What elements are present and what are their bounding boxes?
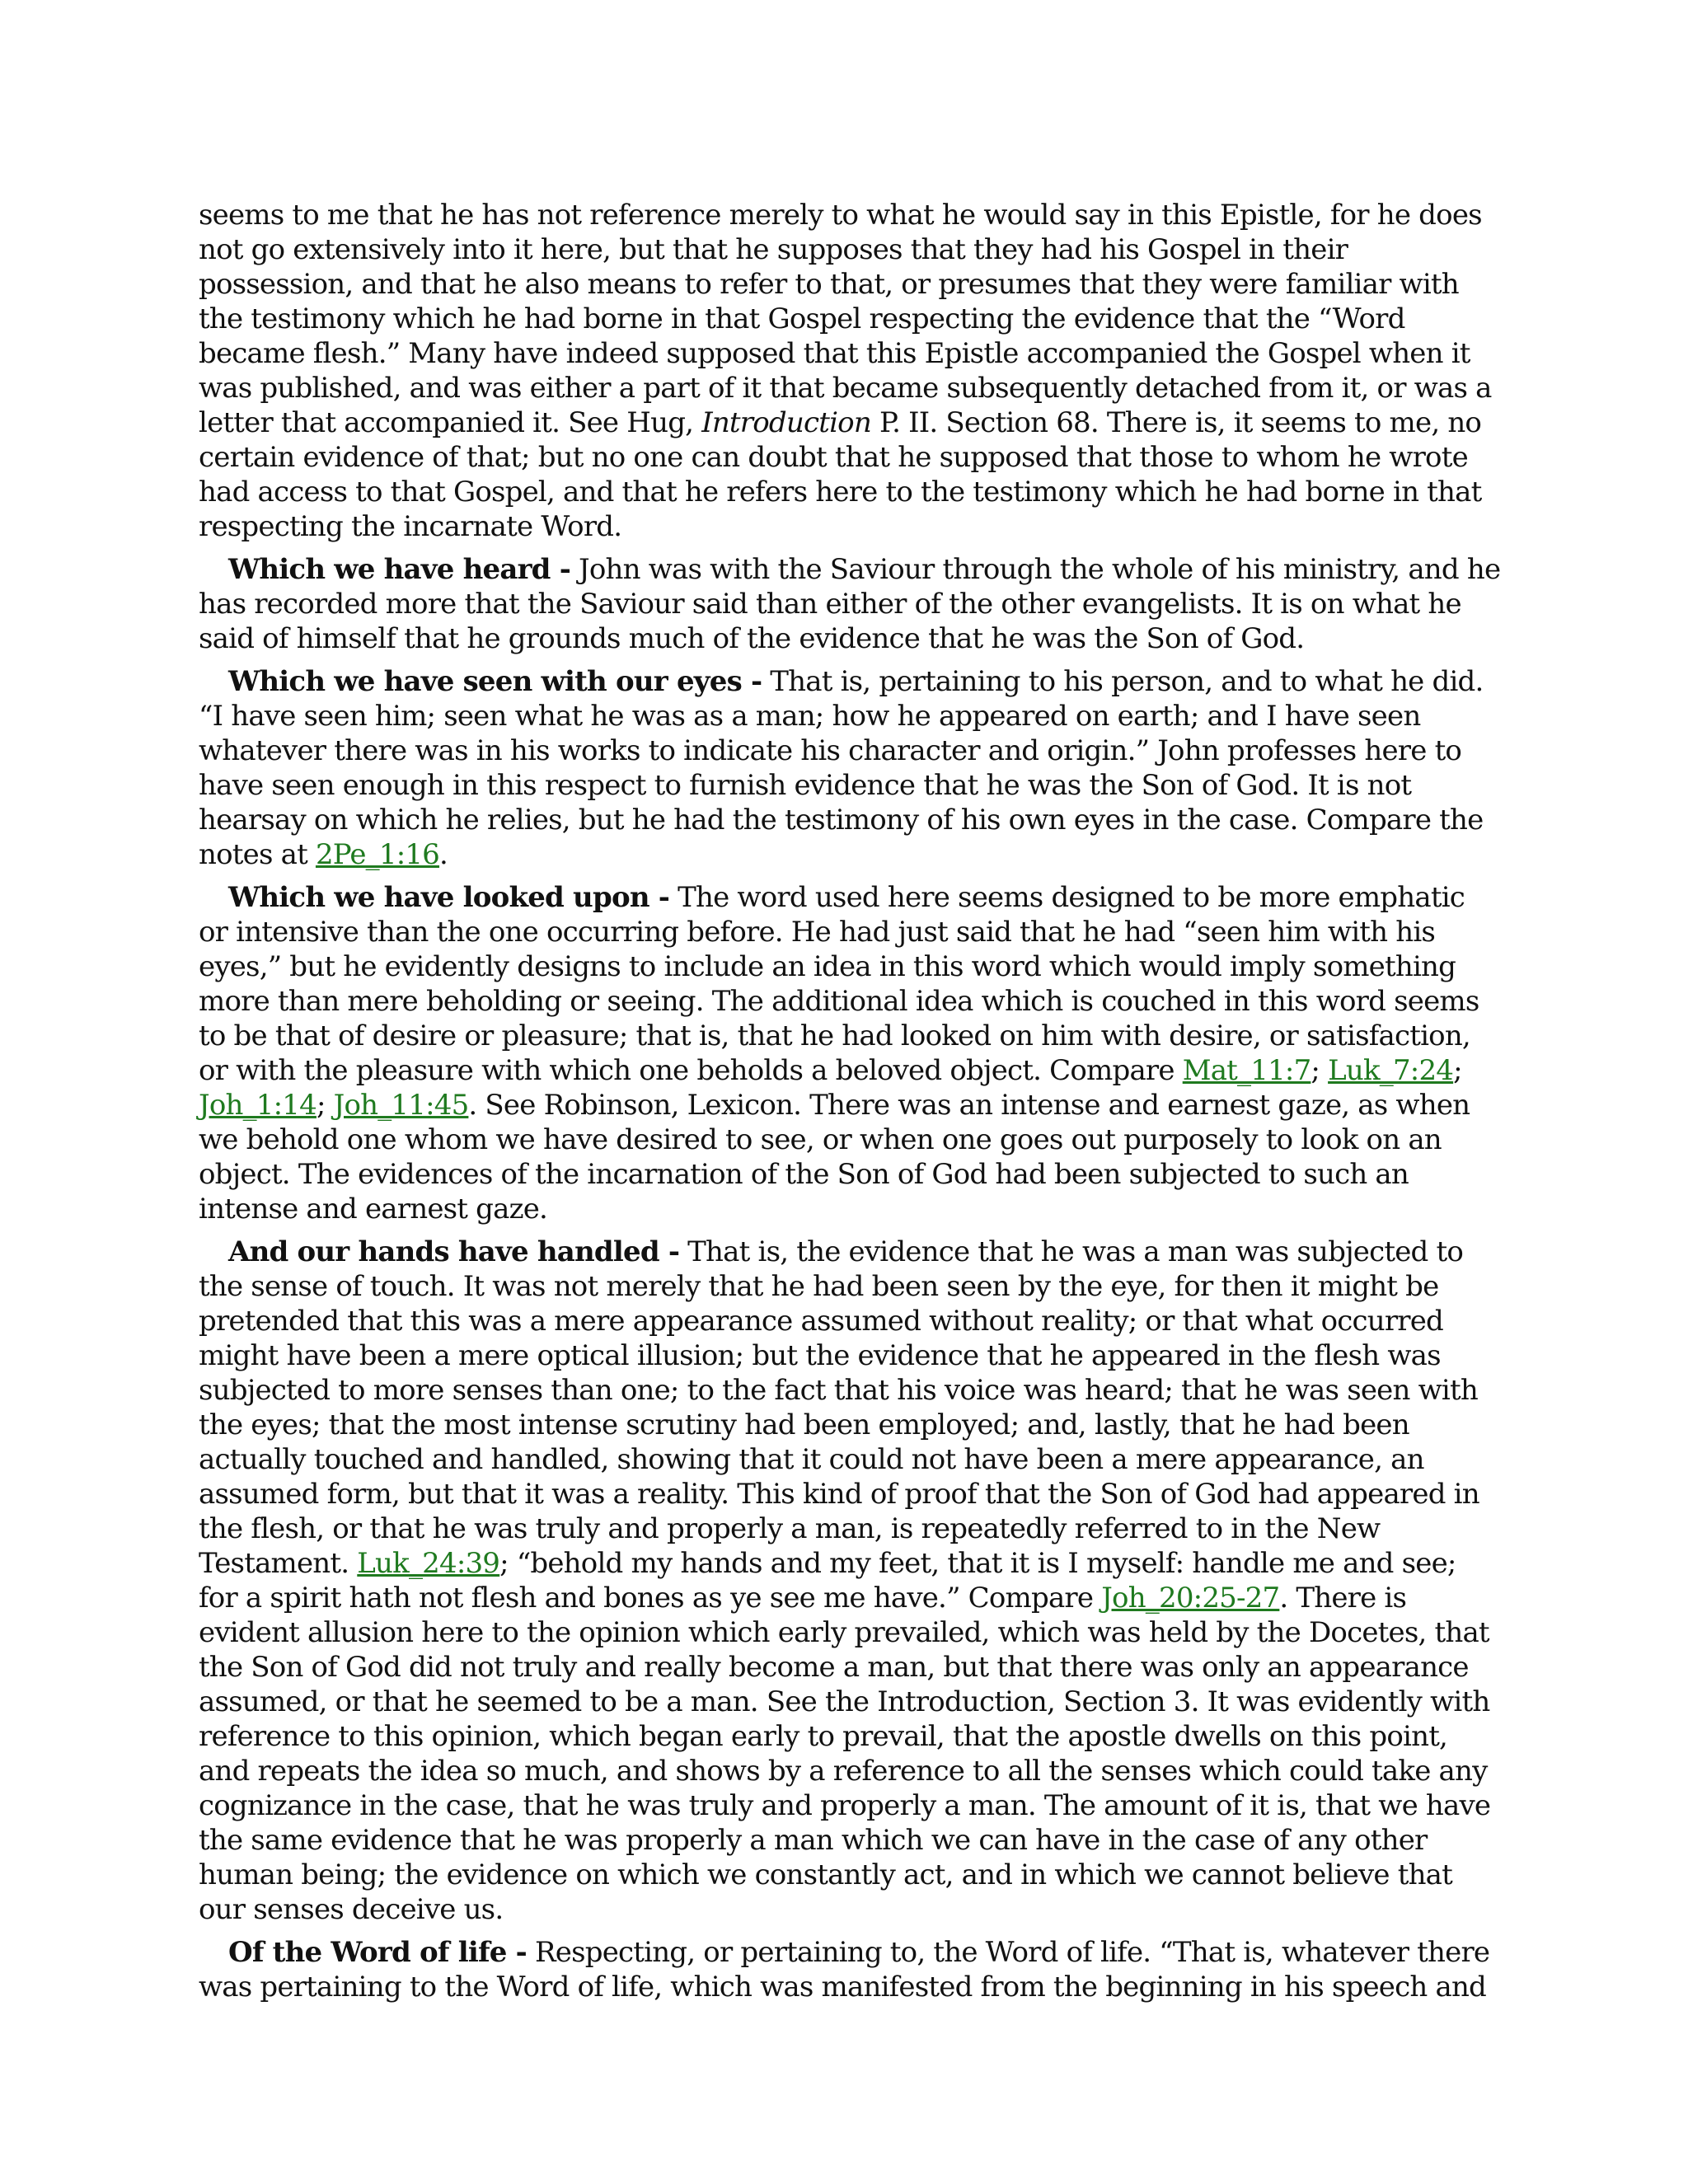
paragraph-continuation <box>199 198 1501 544</box>
scripture-link[interactable]: Luk_7:24 <box>1328 1054 1454 1087</box>
paragraph-text: ; “behold my hands and my feet, that it is I myself: handle me and see; for a spirit hath not flesh and bones as ye see me have.” Compare <box>199 1547 1456 1615</box>
paragraph-text: John was with the Saviour through the whole of his ministry, and he has recorded more that the Saviour said than either of the other evangelists. It is on what he said of himself that he grounds much of the evidence that he was the Son of God. <box>199 553 1501 655</box>
paragraph-text: P. II. Section 68. There is, it seems to me, no certain evidence of that; but no one can doubt that he supposed that those to whom he wrote had access to that Gospel, and that he refers here to the testimony which he had borne in that respecting the incarnate Word. <box>199 406 1482 543</box>
paragraph-looked-upon <box>199 880 1501 1226</box>
scripture-link[interactable]: Joh_20:25-27 <box>1101 1582 1280 1615</box>
scripture-link[interactable]: Luk_24:39 <box>357 1547 500 1580</box>
book-title: Introduction <box>701 406 871 439</box>
entry-heading: Which we have heard - <box>228 553 571 586</box>
document-page <box>199 198 1501 2013</box>
paragraph-which-we-have-heard <box>199 552 1501 656</box>
paragraph-text: . There is evident allusion here to the opinion which early prevailed, which was held by the Docetes, that the Son of God did not truly and really become a man, but that there was only an appearance assumed, or that he seemed to be a man. See the Introduction, Section 3. It was evidently with reference to this opinion, which began early to prevail, that the apostle dwells on this point, and repeats the idea so much, and shows by a reference to all the senses which could take any cognizance in the case, that he was truly and properly a man. The amount of it is, that we have the same evidence that he was properly a man which we can have in the case of any other human being; the evidence on which we constantly act, and in which we cannot believe that our senses deceive us. <box>199 1582 1491 1926</box>
punctuation: ; <box>1311 1054 1329 1087</box>
paragraph-text: Respecting, or pertaining to, the Word of life. “That is, whatever there was pertaining to the Word of life, which was manifested from the beginning in his speech and <box>199 1936 1490 2004</box>
paragraph-word-of-life <box>199 1935 1501 2004</box>
entry-heading: Which we have seen with our eyes - <box>228 665 762 698</box>
entry-heading: And our hands have handled - <box>228 1235 680 1268</box>
paragraph-text: That is, pertaining to his person, and to what he did. “I have seen him; seen what he was as a man; how he appeared on earth; and I have seen whatever there was in his works to indicate his character and origin.” John professes here to have seen enough in this respect to furnish evidence that he was the Son of God. It is not hearsay on which he relies, but he had the testimony of his own eyes in the case. Compare the notes at <box>199 665 1484 871</box>
scripture-link[interactable]: 2Pe_1:16 <box>315 838 440 871</box>
paragraph-text: seems to me that he has not reference merely to what he would say in this Epistle, for he does not go extensively into it here, but that he supposes that they had his Gospel in their possession, and that he also means to refer to that, or presumes that they were familiar with the testimony which he had borne in that Gospel respecting the evidence that the “Word became flesh.” Many have indeed supposed that this Epistle accompanied the Gospel when it was published, and was either a part of it that became subsequently detached from it, or was a letter that accompanied it. See Hug, <box>199 199 1492 439</box>
paragraph-seen-with-eyes <box>199 664 1501 872</box>
entry-heading: Which we have looked upon - <box>228 881 670 914</box>
paragraph-hands-handled <box>199 1235 1501 1927</box>
punctuation: ; <box>316 1089 334 1122</box>
paragraph-text: That is, the evidence that he was a man was subjected to the sense of touch. It was not merely that he had been seen by the eye, for then it might be pretended that this was a mere appearance assumed without reality; or that what occurred might have been a mere optical illusion; but the evidence that he appeared in the flesh was subjected to more senses than one; to the fact that his voice was heard; that he was seen with the eyes; that the most intense scrutiny had been employed; and, lastly, that he had been actually touched and handled, showing that it could not have been a mere appearance, an assumed form, but that it was a reality. This kind of proof that the Son of God had appeared in the flesh, or that he was truly and properly a man, is repeatedly referred to in the New Testament. <box>199 1235 1479 1580</box>
scripture-link[interactable]: Joh_11:45 <box>333 1089 469 1122</box>
paragraph-text: . See Robinson, Lexicon. There was an intense and earnest gaze, as when we behold one whom we have desired to see, or when one goes out purposely to look on an object. The evidences of the incarnation of the Son of God had been subjected to such an intense and earnest gaze. <box>199 1089 1470 1226</box>
entry-heading: Of the Word of life - <box>228 1936 527 1969</box>
scripture-link[interactable]: Mat_11:7 <box>1182 1054 1311 1087</box>
scripture-link[interactable]: Joh_1:14 <box>199 1089 316 1122</box>
paragraph-text: The word used here seems designed to be more emphatic or intensive than the one occurring before. He had just said that he had “seen him with his eyes,” but he evidently designs to include an idea in this word which would imply something more than mere beholding or seeing. The additional idea which is couched in this word seems to be that of desire or pleasure; that is, that he had looked on him with desire, or satisfaction, or with the pleasure with which one beholds a beloved object. Compare <box>199 881 1479 1087</box>
punctuation: . <box>439 838 448 871</box>
punctuation: ; <box>1453 1054 1462 1087</box>
